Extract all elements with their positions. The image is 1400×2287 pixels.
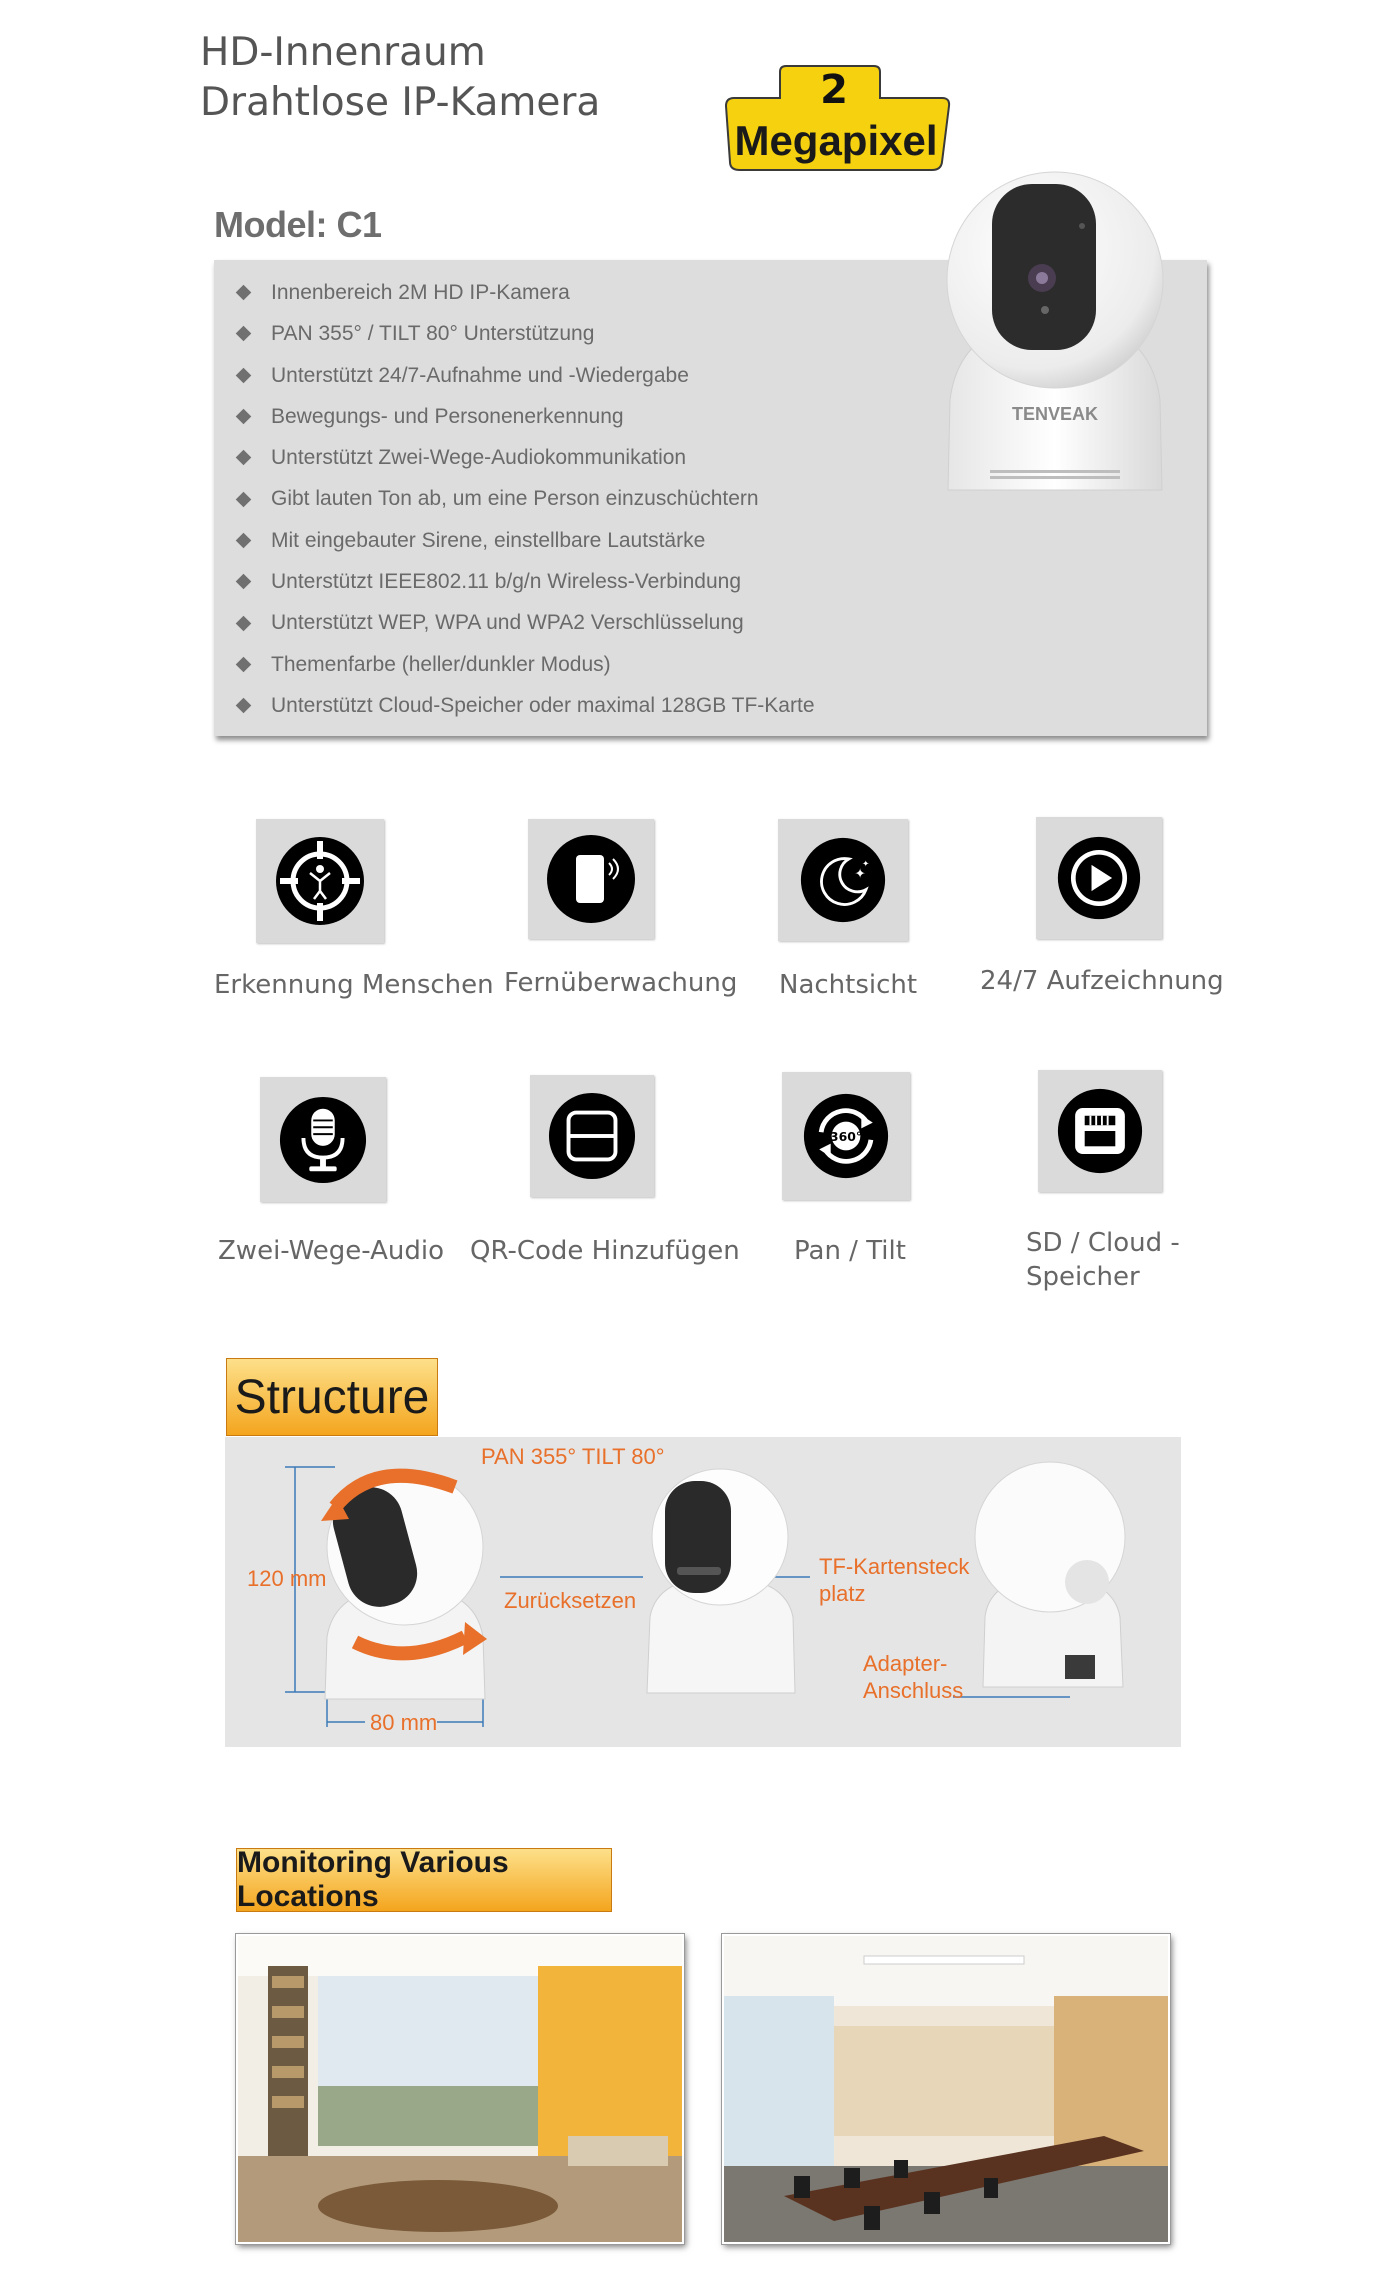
diamond-bullet-icon — [236, 450, 252, 466]
feature-item: PAN 355° / TILT 80° Unterstützung — [234, 313, 815, 354]
feature-two-way-audio — [260, 1077, 386, 1202]
diamond-bullet-icon — [236, 409, 252, 425]
structure-diagram — [225, 1437, 1181, 1747]
pan-tilt-label: PAN 355° TILT 80° — [481, 1444, 665, 1469]
feature-item: Innenbereich 2M HD IP-Kamera — [234, 272, 815, 313]
structure-tag: Structure — [226, 1358, 438, 1436]
feature-item: Mit eingebauter Sirene, einstellbare Lautstärke — [234, 520, 815, 561]
feature-item: Unterstützt IEEE802.11 b/g/n Wireless-Verbindung — [234, 561, 815, 602]
feature-item: Themenfarbe (heller/dunkler Modus) — [234, 644, 815, 685]
diamond-bullet-icon — [236, 533, 252, 549]
feature-recording — [1036, 817, 1162, 939]
diamond-bullet-icon — [236, 698, 252, 714]
label-recording: 24/7 Aufzeichnung — [980, 966, 1224, 996]
svg-text:✦: ✦ — [862, 859, 870, 870]
feature-list — [234, 272, 815, 726]
feature-item: Unterstützt 24/7-Aufnahme und -Wiedergabe — [234, 355, 815, 396]
microphone-icon — [278, 1095, 368, 1185]
badge-number: 2 — [820, 67, 848, 113]
svg-text:✦: ✦ — [854, 867, 866, 883]
height-label: 120 mm — [247, 1566, 327, 1591]
rotate-360-text: 360° — [829, 1128, 863, 1144]
camera-brand: TENVEAK — [1011, 404, 1099, 424]
model-title: Model: C1 — [214, 204, 382, 245]
feature-pan-tilt — [782, 1072, 910, 1200]
reset-label: Zurücksetzen — [504, 1588, 637, 1613]
feature-item: Unterstützt WEP, WPA und WPA2 Verschlüsselung — [234, 602, 815, 643]
label-two-way-audio: Zwei-Wege-Audio — [218, 1236, 445, 1266]
feature-remote-monitoring — [528, 819, 654, 939]
diamond-bullet-icon — [236, 367, 252, 383]
megapixel-badge — [716, 58, 956, 178]
feature-item: Unterstützt Zwei-Wege-Audiokommunikation — [234, 437, 815, 478]
conference-room-image — [722, 1934, 1170, 2244]
feature-item: Gibt lauten Ton ab, um eine Person einzuschüchtern — [234, 478, 815, 519]
feature-qr-code — [530, 1075, 654, 1197]
label-pan-tilt: Pan / Tilt — [794, 1236, 906, 1266]
badge-text: Megapixel — [734, 117, 938, 164]
label-night-vision: Nachtsicht — [779, 970, 918, 1000]
diamond-bullet-icon — [236, 574, 252, 590]
feature-human-detection — [256, 819, 384, 943]
night-vision-icon — [799, 836, 887, 924]
title-line-1: HD-Innenraum — [200, 30, 486, 75]
camera-product-image — [930, 170, 1180, 500]
remote-monitoring-icon — [545, 833, 637, 925]
title-line-2: Drahtlose IP-Kamera — [200, 80, 601, 125]
diamond-bullet-icon — [236, 657, 252, 673]
rotate-360-icon — [802, 1092, 890, 1180]
structure-panel — [225, 1437, 1181, 1747]
tf-slot-label: TF-Kartensteck platz — [819, 1554, 970, 1606]
diamond-bullet-icon — [236, 326, 252, 342]
diamond-bullet-icon — [236, 615, 252, 631]
diamond-bullet-icon — [236, 491, 252, 507]
living-room-image — [236, 1934, 684, 2244]
feature-storage — [1038, 1070, 1162, 1192]
page-title — [200, 28, 600, 128]
feature-item: Unterstützt Cloud-Speicher oder maximal 128GB TF-Karte — [234, 685, 815, 726]
locations-tag: Monitoring Various Locations — [236, 1848, 612, 1912]
label-qr-code: QR-Code Hinzufügen — [470, 1236, 740, 1266]
human-detection-icon — [274, 835, 366, 927]
diamond-bullet-icon — [236, 285, 252, 301]
label-human-detection: Erkennung Menschen — [214, 970, 494, 1000]
width-label: 80 mm — [370, 1710, 438, 1735]
adapter-port-label: Adapter- Anschluss — [863, 1651, 964, 1703]
label-storage: SD / Cloud - Speicher — [1026, 1228, 1180, 1292]
sd-card-icon — [1056, 1087, 1144, 1175]
qr-code-icon — [547, 1091, 637, 1181]
feature-night-vision — [778, 819, 908, 941]
label-remote-monitoring: Fernüberwachung — [504, 968, 738, 998]
feature-item: Bewegungs- und Personenerkennung — [234, 396, 815, 437]
play-icon — [1056, 835, 1142, 921]
